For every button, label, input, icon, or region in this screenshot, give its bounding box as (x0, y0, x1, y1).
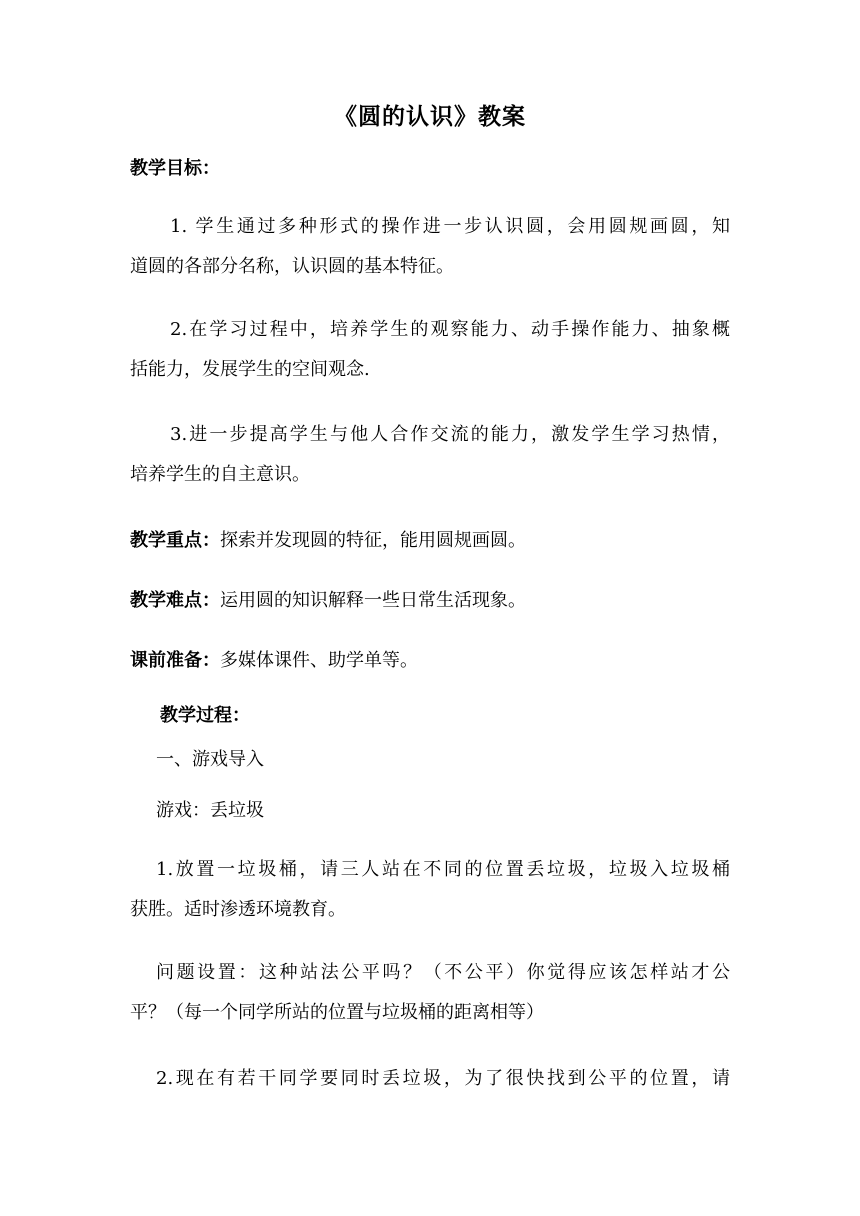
section-1-heading: 一、游戏导入 (156, 749, 264, 770)
key-point-text: 探索并发现圆的特征，能用圆规画圆。 (220, 530, 526, 551)
goal-2-paragraph (130, 315, 730, 385)
step-1-line-1: 1.放置一垃圾桶，请三人站在不同的位置丢垃圾，垃圾入垃圾桶 (156, 859, 730, 880)
goal-2-line-2: 括能力，发展学生的空间观念. (130, 359, 370, 380)
question-line-2: 平？（每一个同学所站的位置与垃圾桶的距离相等） (130, 1002, 544, 1023)
preparation-label: 课前准备： (130, 650, 220, 671)
goals-heading: 教学目标： (130, 158, 220, 179)
difficulty-label: 教学难点： (130, 590, 220, 611)
step-2-paragraph (130, 1064, 730, 1094)
goal-1-line-2: 道圆的各部分名称，认识圆的基本特征。 (130, 256, 454, 277)
preparation-line (130, 646, 730, 676)
goal-1-paragraph (130, 212, 730, 282)
step-1-line-2: 获胜。适时渗透环境教育。 (130, 899, 346, 920)
key-point-line (130, 526, 730, 556)
goal-2-line-1: 2.在学习过程中，培养学生的观察能力、动手操作能力、抽象概 (170, 319, 730, 340)
step-2-line-1: 2.现在有若干同学要同时丢垃圾，为了很快找到公平的位置，请 (156, 1068, 730, 1089)
question-line-1: 问题设置：这种站法公平吗？（不公平）你觉得应该怎样站才公 (156, 962, 730, 983)
game-line: 游戏：丢垃圾 (156, 800, 264, 821)
difficulty-text: 运用圆的知识解释一些日常生活现象。 (220, 590, 526, 611)
goal-3-paragraph (130, 420, 730, 490)
difficulty-line (130, 586, 730, 616)
question-paragraph (130, 958, 730, 1028)
goal-3-line-2: 培养学生的自主意识。 (130, 464, 310, 485)
preparation-text: 多媒体课件、助学单等。 (220, 650, 418, 671)
key-point-label: 教学重点： (130, 530, 220, 551)
step-1-paragraph (130, 855, 730, 925)
goal-3-line-1: 3.进一步提高学生与他人合作交流的能力，激发学生学习热情， (170, 424, 730, 445)
process-heading: 教学过程： (160, 705, 250, 726)
document-title: 《圆的认识》教案 (334, 103, 526, 130)
goal-1-line-1: 1. 学生通过多种形式的操作进一步认识圆，会用圆规画圆，知 (170, 216, 730, 237)
